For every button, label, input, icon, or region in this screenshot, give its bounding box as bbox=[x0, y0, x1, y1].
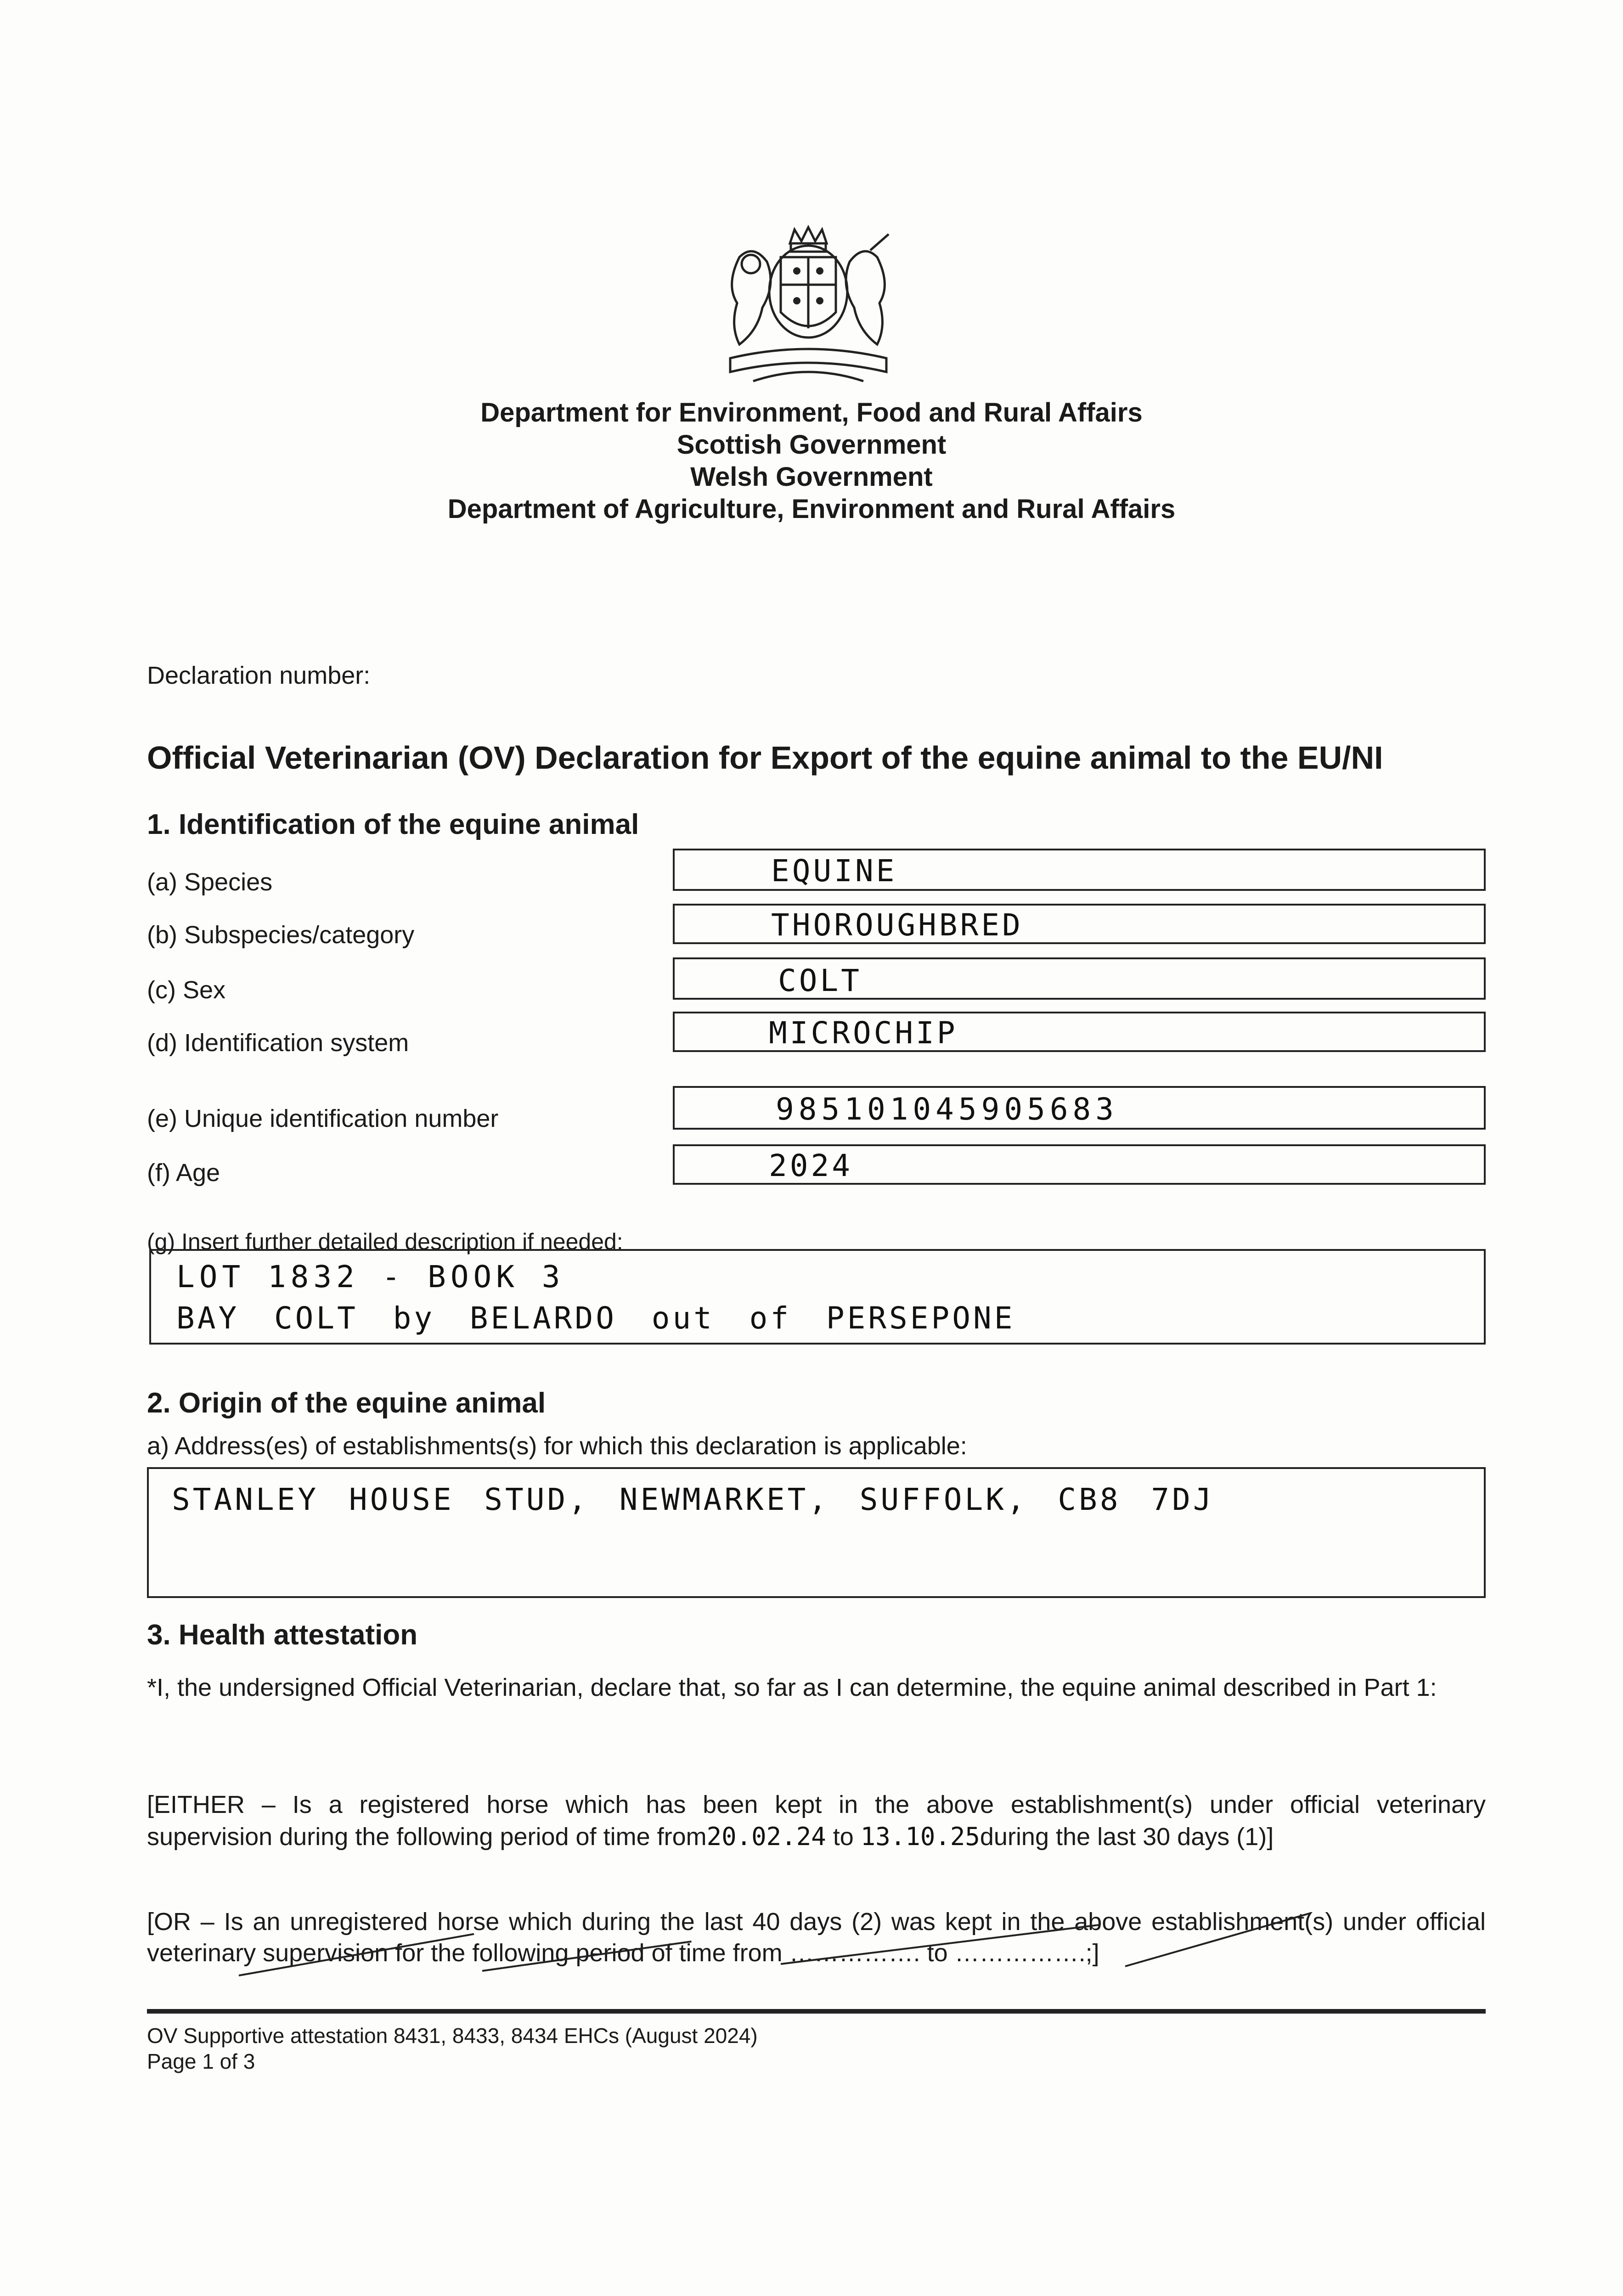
description-line-2: BAY COLT by BELARDO out of PERSEPONE bbox=[176, 1300, 1015, 1336]
section-2-heading: 2. Origin of the equine animal bbox=[147, 1387, 546, 1419]
field-label-age: (f) Age bbox=[147, 1159, 220, 1187]
field-box-unique-id[interactable] bbox=[673, 1086, 1486, 1130]
field-value-subspecies: THOROUGHBRED bbox=[771, 907, 1023, 943]
or-clause-line-2: veterinary supervision for the following period of time from ……………. to …………….;] bbox=[147, 1939, 1099, 1967]
either-text-post: during the last 30 days (1)] bbox=[980, 1823, 1274, 1851]
field-label-identification-system: (d) Identification system bbox=[147, 1029, 409, 1057]
description-box[interactable] bbox=[149, 1249, 1486, 1345]
department-name-daera: Department of Agriculture, Environment and Rural Affairs bbox=[447, 494, 1176, 524]
field-value-unique-id: 985101045905683 bbox=[776, 1092, 1119, 1127]
field-box-identification-system[interactable] bbox=[673, 1012, 1486, 1052]
field-value-species: EQUINE bbox=[771, 853, 897, 889]
field-label-sex: (c) Sex bbox=[147, 976, 226, 1004]
department-name-scottish-government: Scottish Government bbox=[676, 430, 947, 460]
declaration-number-label: Declaration number: bbox=[147, 662, 371, 689]
either-text-pre: supervision during the following period of time from bbox=[147, 1823, 707, 1851]
either-clause-line-1: [EITHER – Is a registered horse which has been kept in the above establishment(s) under official veterinary bbox=[147, 1791, 1486, 1818]
royal-coat-of-arms-logo bbox=[712, 225, 905, 395]
footer-page-number: Page 1 of 3 bbox=[147, 2049, 255, 2073]
page-title: Official Veterinarian (OV) Declaration for Export of the equine animal to the EU/NI bbox=[147, 740, 1383, 776]
or-clause-line-1: [OR – Is an unregistered horse which during the last 40 days (2) was kept in the above establishment(s) under official bbox=[147, 1908, 1486, 1936]
department-name-welsh-government: Welsh Government bbox=[690, 462, 933, 492]
field-label-species: (a) Species bbox=[147, 868, 273, 896]
address-label: a) Address(es) of establishments(s) for which this declaration is applicable: bbox=[147, 1432, 967, 1460]
section-1-heading: 1. Identification of the equine animal bbox=[147, 809, 639, 840]
either-from-date: 20.02.24 bbox=[706, 1822, 826, 1851]
address-value: STANLEY HOUSE STUD, NEWMARKET, SUFFOLK, CB8 7DJ bbox=[172, 1482, 1214, 1517]
section-3-heading: 3. Health attestation bbox=[147, 1619, 418, 1651]
field-label-unique-id: (e) Unique identification number bbox=[147, 1105, 499, 1132]
field-box-age[interactable] bbox=[673, 1144, 1486, 1185]
either-to-word: to bbox=[833, 1823, 854, 1851]
field-value-sex: COLT bbox=[778, 963, 862, 998]
address-box[interactable] bbox=[147, 1467, 1486, 1598]
field-box-species[interactable] bbox=[673, 849, 1486, 891]
field-label-subspecies: (b) Subspecies/category bbox=[147, 921, 415, 949]
field-box-sex[interactable] bbox=[673, 957, 1486, 1000]
description-line-1: LOT 1832 - BOOK 3 bbox=[176, 1259, 565, 1294]
health-attestation-intro: *I, the undersigned Official Veterinarian, declare that, so far as I can determine, the equine animal described in Part 1: bbox=[147, 1674, 1437, 1701]
field-box-subspecies[interactable] bbox=[673, 904, 1486, 944]
either-to-date: 13.10.25 bbox=[860, 1822, 980, 1851]
either-clause-line-2 bbox=[147, 1821, 1486, 1853]
department-name-defra: Department for Environment, Food and Rural Affairs bbox=[480, 398, 1143, 428]
footer-divider bbox=[147, 2009, 1486, 2014]
field-value-identification-system: MICROCHIP bbox=[769, 1015, 958, 1051]
description-label: (g) Insert further detailed description if needed: bbox=[147, 1229, 623, 1255]
footer-attestation-reference: OV Supportive attestation 8431, 8433, 8434 EHCs (August 2024) bbox=[147, 2024, 758, 2048]
field-value-age: 2024 bbox=[769, 1148, 853, 1183]
